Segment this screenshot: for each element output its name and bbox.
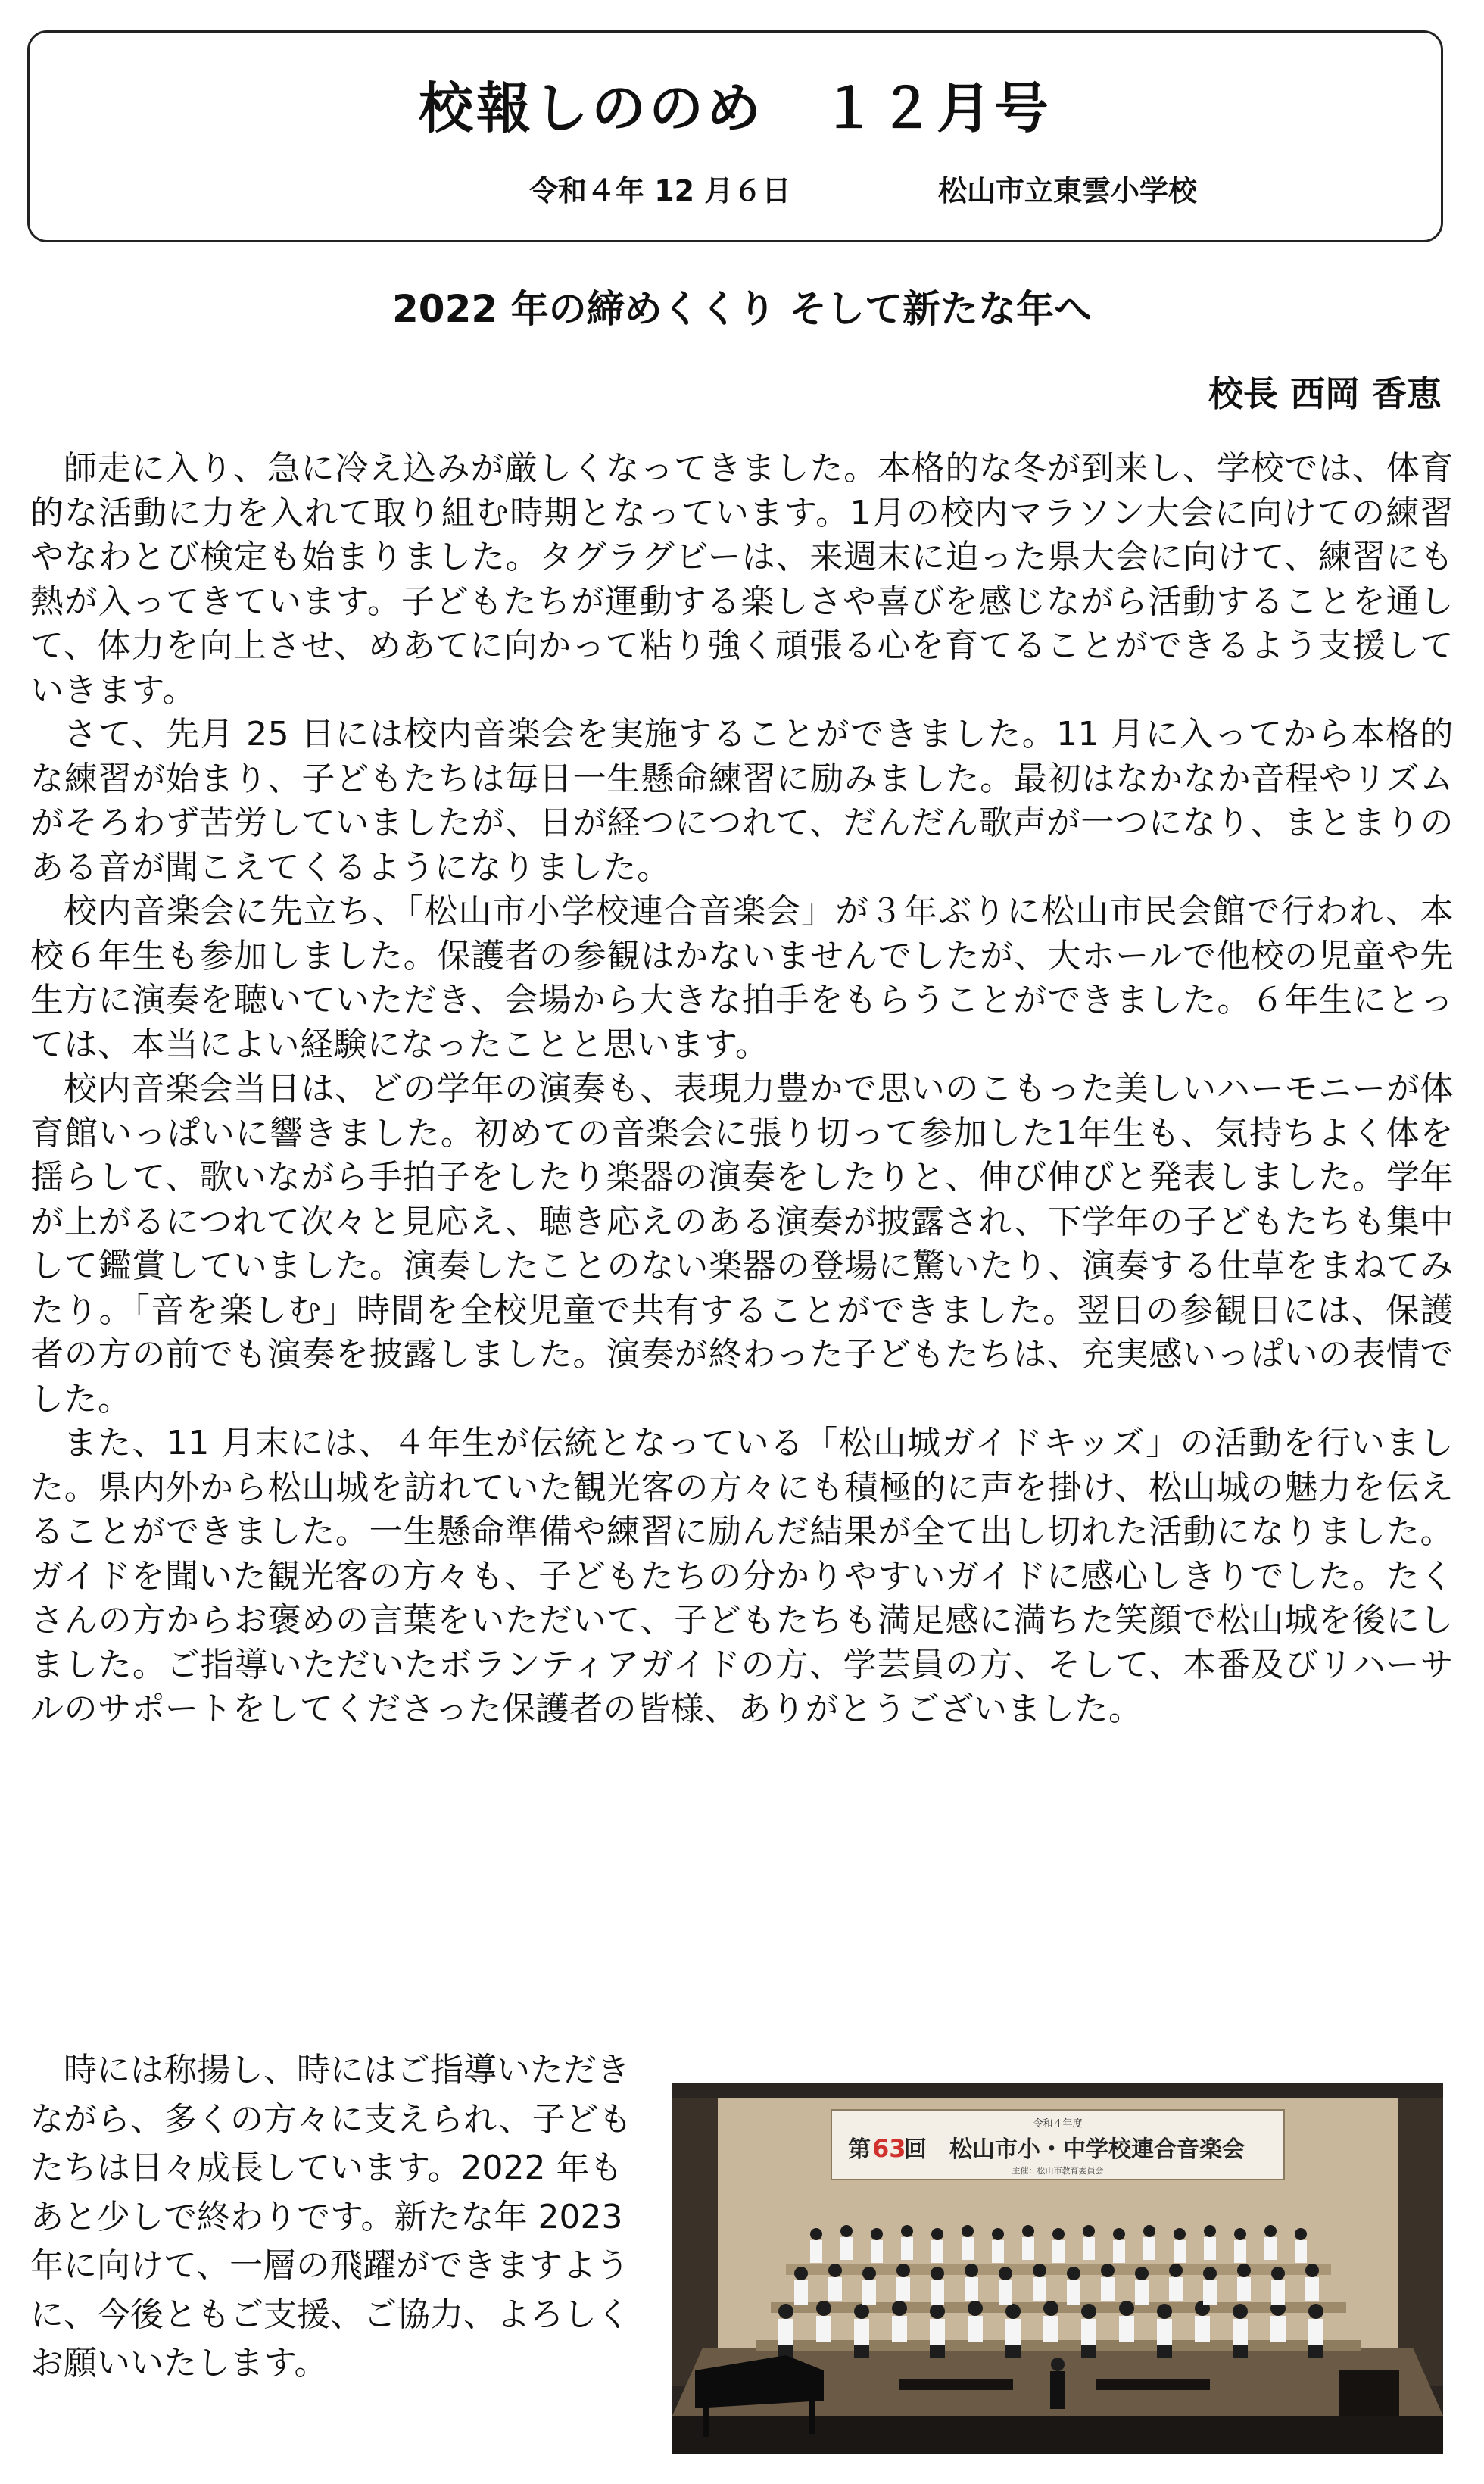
banner-small-text: 令和４年度 [1033,2118,1083,2130]
concert-photo-illustration [672,2083,1443,2454]
banner-title: 回 松山市小・中学校連合音楽会 [904,2136,1245,2163]
paragraph: 校内音楽会当日は、どの学年の演奏も、表現力豊かで思いのこもった美しいハーモニーが体育館いっぱいに響きました。初めての音楽会に張り切って参加した1年生も、気持ちよく体を揺らして、歌いながら手拍子をしたり楽器の演奏をしたりと、伸び伸びと発表しました。学年が上がるにつれて次々と見応え、聴き応えのある演奏が披露され、下学年の子どもたちも集中して鑑賞していました。演奏したことのない楽器の登場に驚いたり、演奏する仕草をまねてみたり。「音を楽しむ」時間を全校児童で共有することができました。翌日の参観日には、保護者の方の前でも演奏を披露しました。演奏が終わった子どもたちは、充実感いっぱいの表情でした。 [30,1069,1454,1418]
masthead-box [27,30,1443,242]
article-author: 校長 西岡 香恵 [1208,373,1442,414]
conductor [1050,2358,1065,2409]
concert-banner [831,2110,1284,2180]
newsletter-title: 校報しののめ １２月号 [418,76,1052,140]
paragraph: 師走に入り、急に冷え込みが厳しくなってきました。本格的な冬が到来し、学校では、体育的な活動に力を入れて取り組む時期となっています。1月の校内マラソン大会に向けての練習やなわとび検定も始まりました。タグラグビーは、来週末に迫った県大会に向けて、練習にも熱が入ってきています。子どもたちが運動する楽しさや喜びを感じながら活動することを通して、体力を向上させ、めあてに向かって粘り強く頑張る心を育てることができるよう支援していきます。 [30,449,1454,710]
concert-photo [672,2083,1443,2454]
paragraph: また、11 月末には、４年生が伝統となっている「松山城ガイドキッズ」の活動を行いました。県内外から松山城を訪れていた観光客の方々にも積極的に声を掛け、松山城の魅力を伝えることができました。一生懸命準備や練習に励んだ結果が全て出し切れた活動になりました。ガイドを聞いた観光客の方々も、子どもたちの分かりやすいガイドに感心しきりでした。たくさんの方からお褒めの言葉をいただいて、子どもたちも満足感に満ちた笑顔で松山城を後にしました。ご指導いただいたボランティアガイドの方、学芸員の方、そして、本番及びリハーサルのサポートをしてくださった保護者の皆様、ありがとうございました。 [30,1424,1454,1728]
paragraph: 校内音楽会に先立ち、「松山市小学校連合音楽会」が３年ぶりに松山市民会館で行われ、本校６年生も参加しました。保護者の参観はかないませんでしたが、大ホールで他校の児童や先生方に演奏を聴いていただき、会場から大きな拍手をもらうことができました。６年生にとっては、本当によい経験になったことと思います。 [30,892,1454,1064]
school-name: 松山市立東雲小学校 [938,174,1198,208]
closing-paragraph: 時には称揚し、時にはご指導いただきながら、多くの方々に支えられ、子どもたちは日々成長しています。2022 年もあと少しで終わりです。新たな年 2023 年に向けて、一層の飛躍ができますように、今後ともご支援、ご協力、よろしくお願いいたします。 [30,2051,632,2383]
issue-date: 令和４年 12 月６日 [529,174,791,208]
banner-number: 63 [872,2134,906,2163]
article-body [30,447,1454,1732]
banner-sub: 主催：松山市教育委員会 [1012,2166,1104,2176]
paragraph: さて、先月 25 日には校内音楽会を実施することができました。11 月に入ってから本格的な練習が始まり、子どもたちは毎日一生懸命練習に励みました。最初はなかなか音程やリズムがそろわず苦労していましたが、日が経つにつれて、だんだん歌声が一つになり、まとまりのある音が聞こえてくるようになりました。 [30,715,1454,887]
article-title: 2022 年の締めくくり そして新たな年へ [392,287,1092,331]
banner-prefix: 第 [848,2136,871,2163]
